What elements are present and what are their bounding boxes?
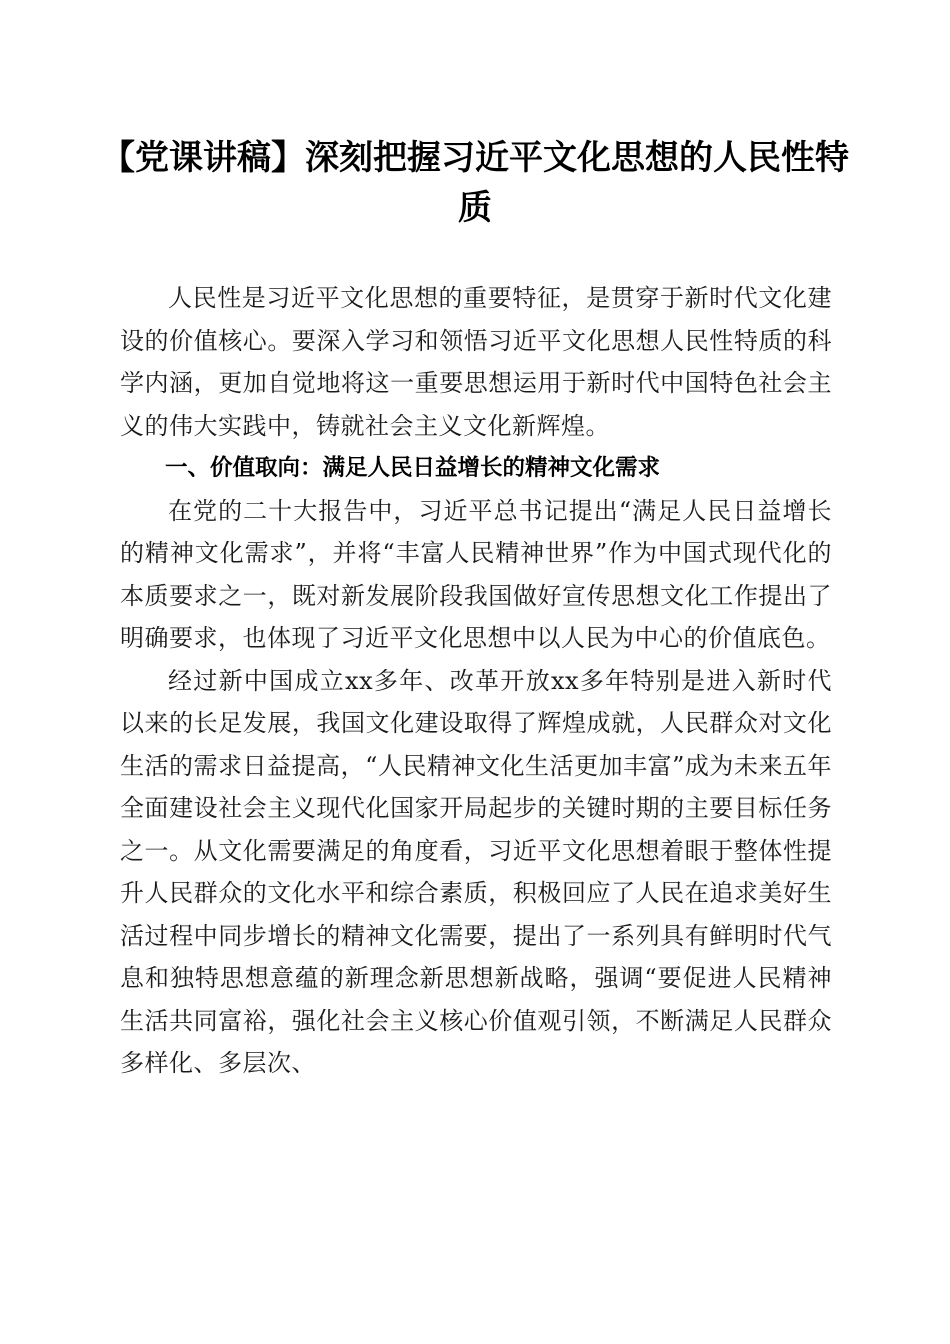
intro-paragraph: 人民性是习近平文化思想的重要特征，是贯穿于新时代文化建设的价值核心。要深入学习和领悟习近平文化思想人民性特质的科学内涵，更加自觉地将这一重要思想运用于新时代中国特色社会主义的伟大实践中，铸就社会主义文化新辉煌。 — [120, 284, 832, 440]
document-title: 【党课讲稿】深刻把握习近平文化思想的人民性特质 — [101, 138, 849, 228]
body-paragraph: 经过新中国成立xx多年、改革开放xx多年特别是进入新时代以来的长足发展，我国文化建设取得了辉煌成就，人民群众对文化生活的需求日益提高，“人民精神文化生活更加丰富”成为未来五年全面建设社会主义现代化国家开局起步的关键时期的主要目标任务之一。从文化需要满足的角度看，习近平文化思想着眼于整体性提升人民群众的文化水平和综合素质，积极回应了人民在追求美好生活过程中同步增长的精神文化需要，提出了一系列具有鲜明时代气息和独特思想意蕴的新理念新思想新战略，强调“要促进人民精神生活共同富裕，强化社会主义核心价值观引领，不断满足人民群众多样化、多层次、 — [120, 666, 832, 1077]
body-paragraph: 在党的二十大报告中，习近平总书记提出“满足人民日益增长的精神文化需求”，并将“丰富人民精神世界”作为中国式现代化的本质要求之一，既对新发展阶段我国做好宣传思想文化工作提出了明确要求，也体现了习近平文化思想中以人民为中心的价值底色。 — [120, 496, 832, 652]
document-body — [120, 277, 832, 1085]
section-heading: 一、价值取向：满足人民日益增长的精神文化需求 — [165, 455, 661, 481]
